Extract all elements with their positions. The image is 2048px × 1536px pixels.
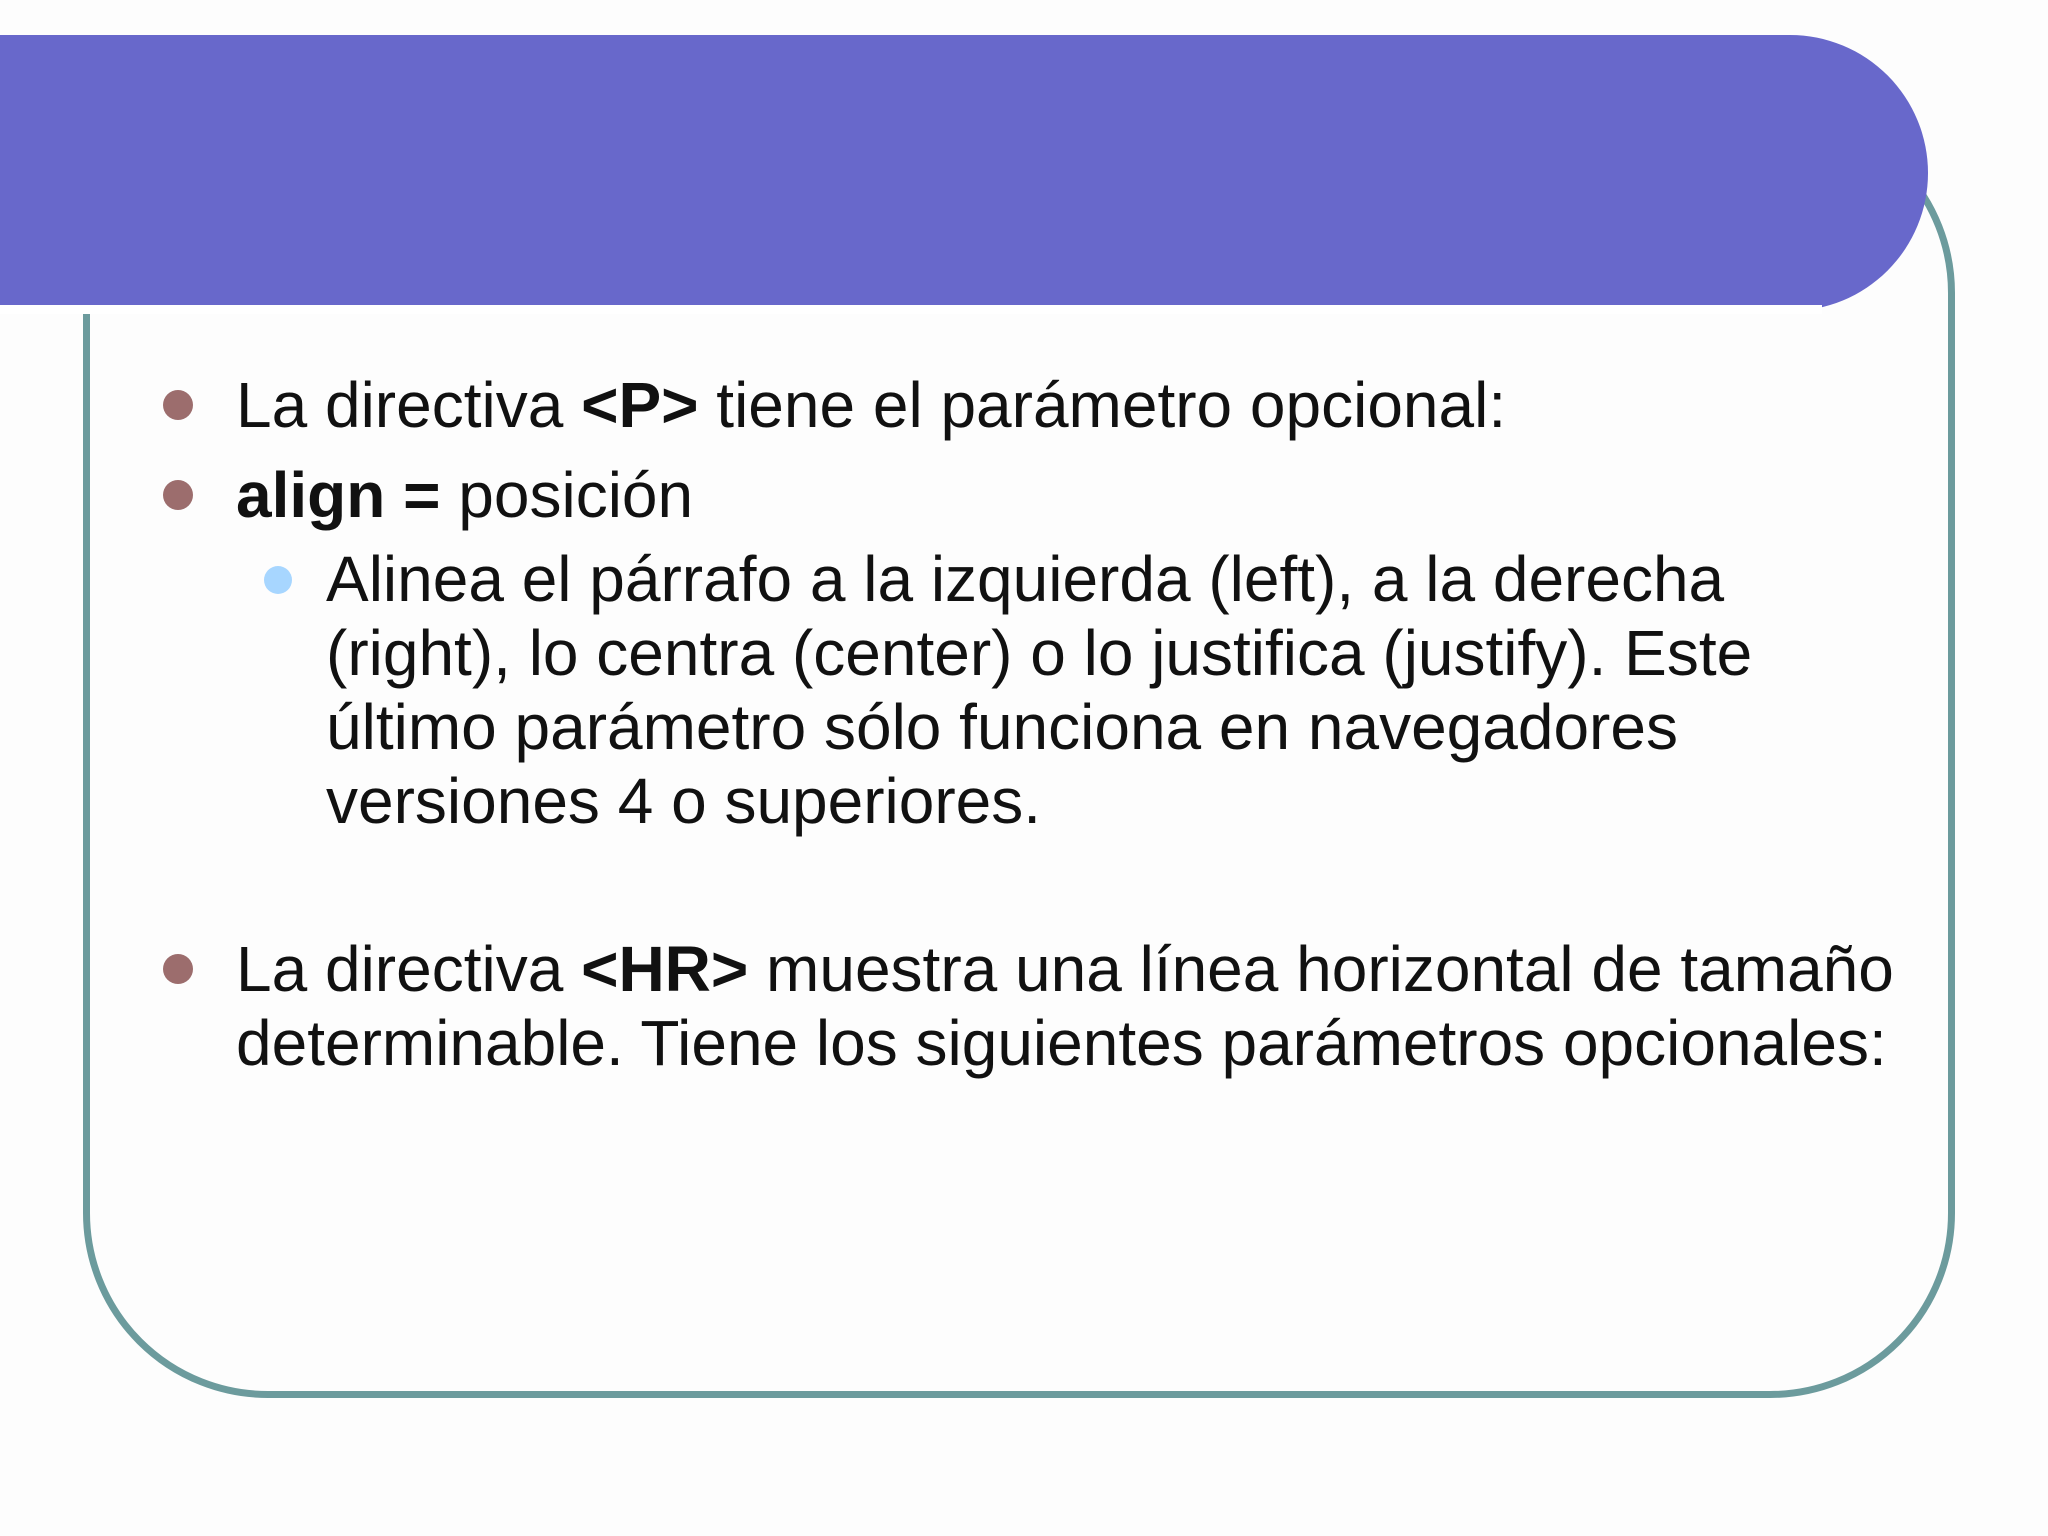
subbullet-align-description — [158, 542, 1918, 838]
title-band — [0, 35, 1928, 311]
slide-body — [158, 368, 1918, 1080]
bullet-text-bold: <P> — [581, 369, 699, 441]
bullet-text-post: muestra una línea horizontal de tamaño determinable. Tiene los siguientes parámetros opcionales: — [236, 933, 1894, 1079]
bullet-text-bold: <HR> — [581, 933, 749, 1005]
bullet-text-pre: La directiva — [236, 369, 582, 441]
bullet-text-post: tiene el parámetro opcional: — [698, 369, 1507, 441]
bullet-dot-icon — [163, 390, 193, 420]
bullet-text-post: posición — [440, 459, 694, 531]
bullet-directiva-hr — [158, 932, 1918, 1080]
bullet-dot-icon — [163, 954, 193, 984]
bullet-dot-icon — [163, 480, 193, 510]
subbullet-text: Alinea el párrafo a la izquierda (left), a la derecha (right), lo centra (center) o lo justifica (justify). Este último parámetro sólo funciona en navegadores versiones 4 o superiores. — [326, 543, 1753, 837]
bullet-directiva-p — [158, 368, 1918, 442]
title-underline — [0, 305, 1822, 314]
subbullet-dot-icon — [264, 566, 292, 594]
bullet-text-pre: La directiva — [236, 933, 582, 1005]
bullet-align — [158, 458, 1918, 532]
bullet-text-bold: align = — [236, 459, 441, 531]
